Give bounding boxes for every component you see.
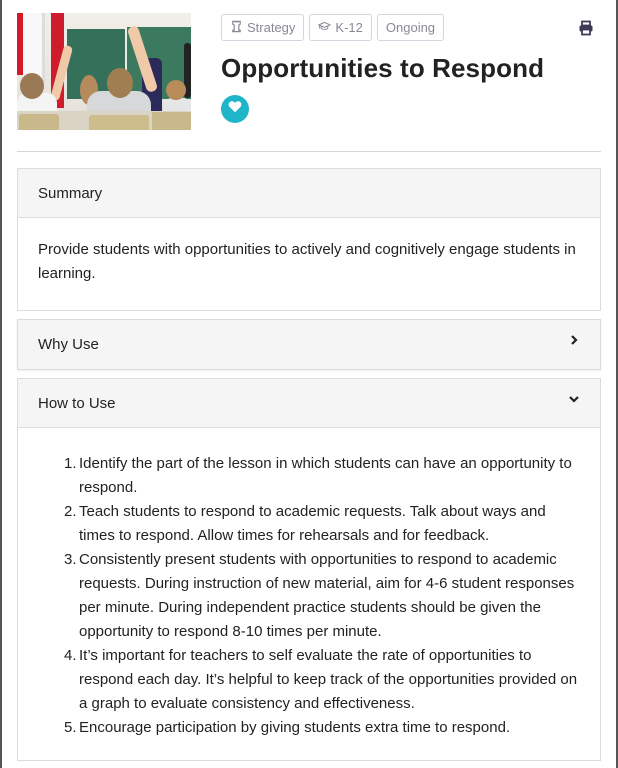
why-use-panel [17,319,601,370]
how-to-use-panel [17,378,601,761]
badge-label: Strategy [247,20,296,35]
strategy-header [17,13,601,133]
tower-icon [230,20,243,36]
steps-list [38,448,580,740]
how-to-use-panel-header[interactable] [18,379,600,428]
summary-text: Provide students with opportunities to actively and cognitively engage students in learning. [38,241,576,282]
badge-label: Ongoing [385,20,436,35]
window-border-left [0,0,2,768]
list-item: 3. Consistently present students with opportunities to respond to academic requests. During instruction of new material, aim for 4-6 student responses per minute. During independent practice students should be given the opportunity to respond 8-10 times per minute. [64,551,575,640]
summary-panel-body [18,218,600,306]
badge-strategy [221,14,304,41]
list-item: 2. Teach students to respond to academic requests. Talk about ways and times to respond. Allow times for rehearsals and for feedback. [64,503,546,544]
print-button[interactable] [578,20,594,36]
summary-panel [17,168,601,311]
page-title: Opportunities to Respond [221,53,545,83]
print-icon [578,23,594,40]
panel-title: How to Use [38,394,116,412]
list-item: 1. Identify the part of the lesson in which students can have an opportunity to respond. [64,455,572,496]
panel-title: Summary [38,184,103,202]
how-to-use-panel-body [18,428,600,760]
badge-duration [377,14,444,41]
panel-title: Why Use [38,336,99,353]
badge-label: K-12 [335,20,363,35]
list-item: 5. Encourage participation by giving students extra time to respond. [64,719,511,736]
graduation-cap-icon [318,20,331,36]
badge-list [221,14,444,41]
heart-icon [228,100,242,118]
summary-panel-header [18,169,600,218]
hero-image [17,13,191,130]
chevron-down-icon [568,392,580,409]
header-divider [17,151,601,152]
favorite-button[interactable] [221,95,249,123]
list-item: 4. It’s important for teachers to self evaluate the rate of opportunities to respond each day. It’s helpful to keep track of the opportunities provided on a graph to evaluate consistency and effectiveness. [64,647,578,712]
why-use-panel-header[interactable] [18,320,600,369]
badge-grade [309,14,371,41]
chevron-right-icon [568,333,580,350]
